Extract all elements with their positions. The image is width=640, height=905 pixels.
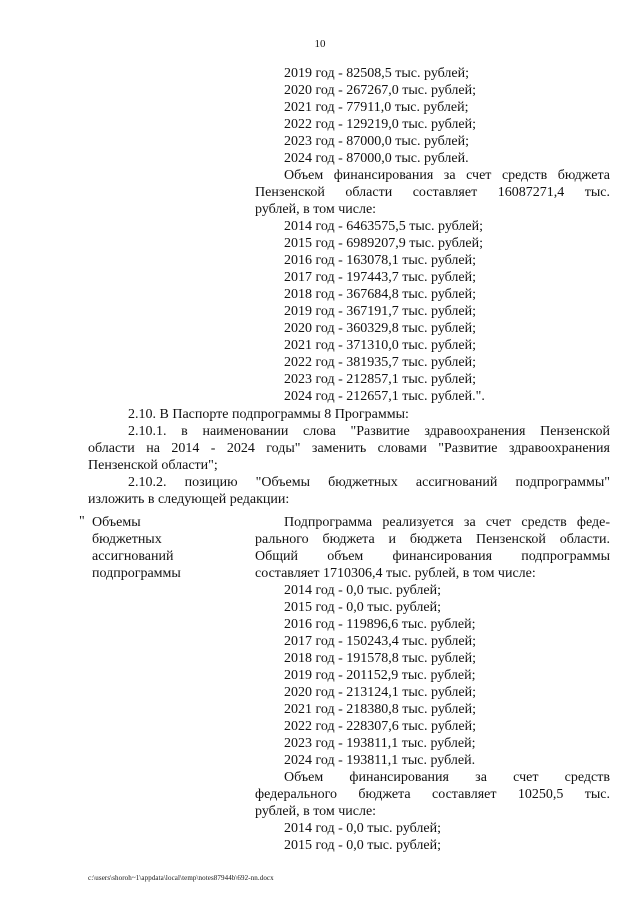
list-item: 2021 год - 371310,0 тыс. рублей; [284,338,477,353]
table-right-paragraph-line: Подпрограмма реализуется за счет средств феде- [284,515,610,530]
section-paragraph-line: 2.10.2. позицию "Объемы бюджетных ассигнований подпрограммы" [128,475,610,490]
section-paragraph-line: 2.10.1. в наименовании слова "Развитие здравоохранения Пензенской [128,424,610,439]
table-left-cell-line: подпрограммы [92,566,181,581]
list-item: 2021 год - 218380,8 тыс. рублей; [284,702,477,717]
section-paragraph-line: изложить в следующей редакции: [88,492,290,507]
regional-paragraph-line: Пензенской области составляет 16087271,4 тыс. [255,185,610,200]
section-paragraph-line: Пензенской области"; [88,458,218,473]
table-right-paragraph-line: составляет 1710306,4 тыс. рублей, в том числе: [255,566,536,581]
list-item: 2023 год - 193811,1 тыс. рублей; [284,736,476,751]
list-item: 2020 год - 360329,8 тыс. рублей; [284,321,477,336]
footer-file-path: c:\users\shoroh~1\appdata\local\temp\notes87944b\692-nn.docx [88,874,274,882]
federal-paragraph-line: федерального бюджета составляет 10250,5 тыс. [255,787,610,802]
section-heading: 2.10. В Паспорте подпрограммы 8 Программы: [128,407,409,422]
list-item: 2024 год - 193811,1 тыс. рублей. [284,753,476,768]
federal-paragraph-line: Объем финансирования за счет средств [284,770,610,785]
list-item: 2020 год - 213124,1 тыс. рублей; [284,685,477,700]
list-item: 2014 год - 0,0 тыс. рублей; [284,583,442,598]
list-item: 2018 год - 367684,8 тыс. рублей; [284,287,477,302]
table-left-cell-line: Объемы [92,515,141,530]
list-item: 2024 год - 212657,1 тыс. рублей.". [284,389,485,404]
list-item: 2015 год - 6989207,9 тыс. рублей; [284,236,484,251]
table-left-cell-line: ассигнований [92,549,174,564]
list-item: 2018 год - 191578,8 тыс. рублей; [284,651,477,666]
list-item: 2019 год - 201152,9 тыс. рублей; [284,668,476,683]
list-item: 2022 год - 129219,0 тыс. рублей; [284,117,477,132]
list-item: 2019 год - 82508,5 тыс. рублей; [284,66,470,81]
list-item: 2024 год - 87000,0 тыс. рублей. [284,151,469,166]
page-number: 10 [314,38,326,50]
table-left-cell-line: бюджетных [92,532,162,547]
table-right-paragraph-line: Общий объем финансирования подпрограммы [255,549,610,564]
list-item: 2014 год - 6463575,5 тыс. рублей; [284,219,484,234]
list-item: 2023 год - 87000,0 тыс. рублей; [284,134,470,149]
opening-quote: " [79,514,85,529]
regional-paragraph-line: Объем финансирования за счет средств бюджета [284,168,610,183]
list-item: 2023 год - 212857,1 тыс. рублей; [284,372,477,387]
list-item: 2022 год - 228307,6 тыс. рублей; [284,719,477,734]
regional-paragraph-line: рублей, в том числе: [255,202,377,217]
list-item: 2016 год - 119896,6 тыс. рублей; [284,617,476,632]
list-item: 2019 год - 367191,7 тыс. рублей; [284,304,477,319]
list-item: 2016 год - 163078,1 тыс. рублей; [284,253,477,268]
list-item: 2015 год - 0,0 тыс. рублей; [284,600,442,615]
table-right-paragraph-line: рального бюджета и бюджета Пензенской области. [255,532,610,547]
list-item: 2015 год - 0,0 тыс. рублей; [284,838,442,853]
list-item: 2022 год - 381935,7 тыс. рублей; [284,355,477,370]
list-item: 2020 год - 267267,0 тыс. рублей; [284,83,477,98]
section-paragraph-line: области на 2014 - 2024 годы" заменить словами "Развитие здравоохранения [88,441,610,456]
list-item: 2014 год - 0,0 тыс. рублей; [284,821,442,836]
federal-paragraph-line: рублей, в том числе: [255,804,377,819]
list-item: 2021 год - 77911,0 тыс. рублей; [284,100,469,115]
list-item: 2017 год - 197443,7 тыс. рублей; [284,270,477,285]
list-item: 2017 год - 150243,4 тыс. рублей; [284,634,477,649]
